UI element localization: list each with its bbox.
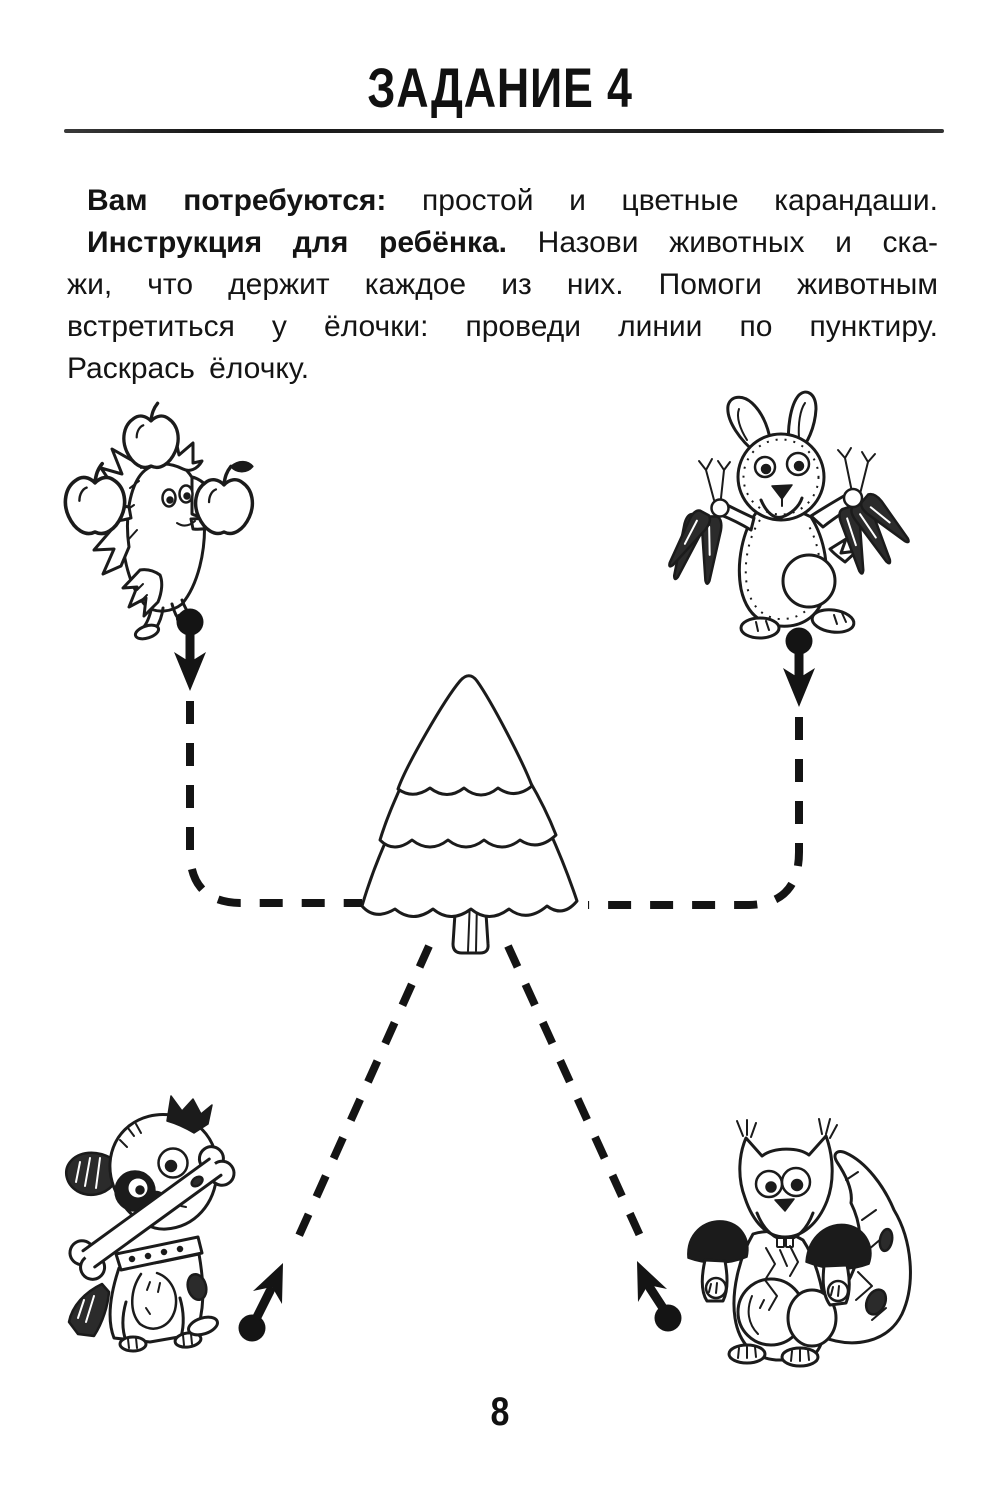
start-dot — [239, 1315, 266, 1342]
christmas-tree-illustration — [362, 676, 577, 953]
dashed-path-squirrel-to-tree — [508, 946, 682, 1332]
instruction-line — [67, 180, 938, 222]
instruction-text: жи, что держит каждое из них. Помоги животным — [67, 268, 938, 301]
rabbit-head — [738, 434, 824, 520]
instruction-line — [67, 348, 938, 390]
hedgehog-illustration — [65, 403, 252, 641]
apple-icon — [196, 462, 253, 534]
dashed-path-hedgehog-to-tree — [174, 609, 362, 904]
dashed-path-dog-to-tree — [239, 946, 430, 1342]
tree-top — [398, 676, 532, 795]
instruction-line — [67, 306, 938, 348]
instruction-text: Раскрась ёлочку. — [67, 352, 310, 385]
instruction-text: Назови животных и ска- — [507, 226, 938, 259]
title-rule — [64, 129, 944, 133]
instruction-text: простой и цветные карандаши. — [386, 184, 938, 217]
instructions-block — [67, 180, 938, 390]
child-instruction-label: Инструкция для ребёнка. — [87, 226, 507, 259]
instruction-text: встретиться у ёлочки: проведи линии по пунктиру. — [67, 310, 938, 343]
apple-icon — [124, 403, 178, 467]
page-number: 8 — [490, 1390, 510, 1434]
page-title: ЗАДАНИЕ 4 — [367, 56, 633, 119]
rabbit-illustration — [661, 392, 915, 638]
dog-illustration — [65, 1096, 239, 1351]
activity-scene — [0, 388, 1000, 1388]
squirrel-illustration — [688, 1119, 911, 1366]
instruction-line — [67, 222, 938, 264]
carrots-icon — [661, 459, 730, 585]
instruction-line — [67, 264, 938, 306]
materials-label: Вам потребуются: — [87, 184, 387, 217]
dashed-path-rabbit-to-tree — [588, 628, 815, 906]
